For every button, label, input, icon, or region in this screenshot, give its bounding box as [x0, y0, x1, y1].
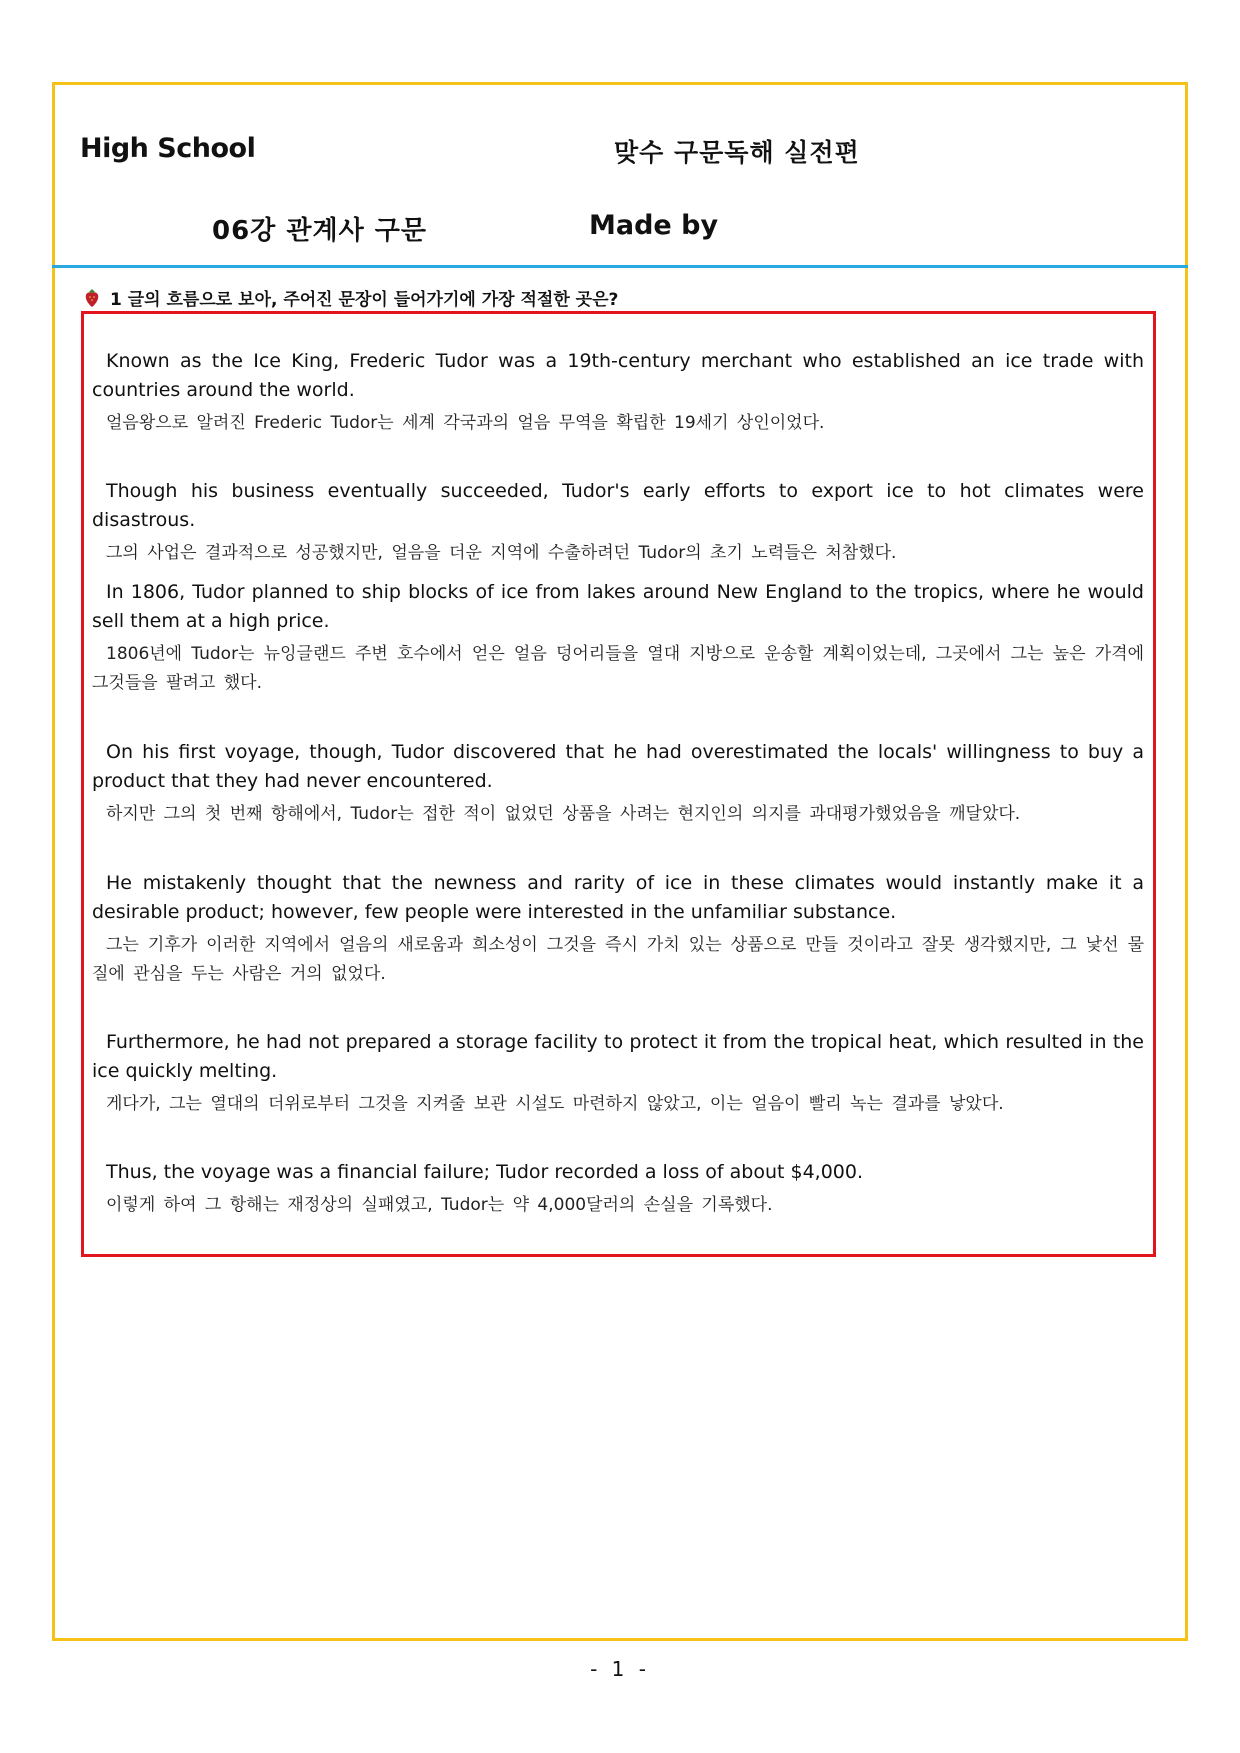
sentence-pair	[92, 869, 1144, 989]
sentence-pair	[92, 578, 1144, 698]
korean-translation: 그는 기후가 이러한 지역에서 얼음의 새로움과 희소성이 그것을 즉시 가치 있는 상품으로 만들 것이라고 잘못 생각했지만, 그 낯선 물질에 관심을 두는 사람은 거의 없었다.	[92, 935, 1144, 984]
school-level-label: High School	[80, 133, 256, 164]
strawberry-icon	[84, 288, 100, 308]
series-title: 맞수 구문독해 실전편	[614, 138, 860, 167]
korean-translation: 이렇게 하여 그 항해는 재정상의 실패였고, Tudor는 약 4,000달러의 손실을 기록했다.	[106, 1195, 773, 1215]
question-text: 1 글의 흐름으로 보아, 주어진 문장이 들어가기에 가장 적절한 곳은?	[110, 290, 619, 310]
sentence-pair	[92, 1158, 1144, 1220]
english-sentence: In 1806, Tudor planned to ship blocks of ice from lakes around New England to the tropics, where he would sell them at a high price.	[92, 581, 1144, 632]
korean-translation: 얼음왕으로 알려진 Frederic Tudor는 세계 각국과의 얼음 무역을 확립한 19세기 상인이었다.	[106, 413, 825, 433]
page-number: - 1 -	[590, 1657, 650, 1681]
made-by-label: Made by	[589, 210, 719, 241]
korean-translation: 게다가, 그는 열대의 더위로부터 그것을 지켜줄 보관 시설도 마련하지 않았고, 이는 얼음이 빨리 녹는 결과를 낳았다.	[106, 1094, 1004, 1114]
english-sentence: Though his business eventually succeeded, Tudor's early efforts to export ice to hot climates were disastrous.	[92, 480, 1144, 531]
korean-translation: 1806년에 Tudor는 뉴잉글랜드 주변 호수에서 얻은 얼음 덩어리들을 열대 지방으로 운송할 계획이었는데, 그곳에서 그는 높은 가격에 그것들을 팔려고 했다.	[92, 644, 1144, 693]
english-sentence: He mistakenly thought that the newness and rarity of ice in these climates would instantly make it a desirable product; however, few people were interested in the unfamiliar substance.	[92, 872, 1144, 923]
sentence-pair	[92, 477, 1144, 568]
sentence-pair	[92, 347, 1144, 438]
korean-translation: 하지만 그의 첫 번째 항해에서, Tudor는 접한 적이 없었던 상품을 사려는 현지인의 의지를 과대평가했었음을 깨달았다.	[106, 804, 1021, 824]
sentence-pair	[92, 1028, 1144, 1119]
korean-translation: 그의 사업은 결과적으로 성공했지만, 얼음을 더운 지역에 수출하려던 Tudor의 초기 노력들은 처참했다.	[106, 543, 897, 563]
question-prompt	[84, 285, 618, 310]
english-sentence: Known as the Ice King, Frederic Tudor was a 19th-century merchant who established an ice trade with countries around the world.	[92, 350, 1144, 401]
lesson-title: 06강 관계사 구문	[212, 216, 427, 246]
english-sentence: Thus, the voyage was a financial failure; Tudor recorded a loss of about $4,000.	[106, 1161, 864, 1183]
english-sentence: On his first voyage, though, Tudor discovered that he had overestimated the locals' willingness to buy a product that they had never encountered.	[92, 741, 1144, 792]
header-divider	[52, 265, 1188, 268]
sentence-pair	[92, 738, 1144, 829]
english-sentence: Furthermore, he had not prepared a storage facility to protect it from the tropical heat, which resulted in the ice quickly melting.	[92, 1031, 1144, 1082]
